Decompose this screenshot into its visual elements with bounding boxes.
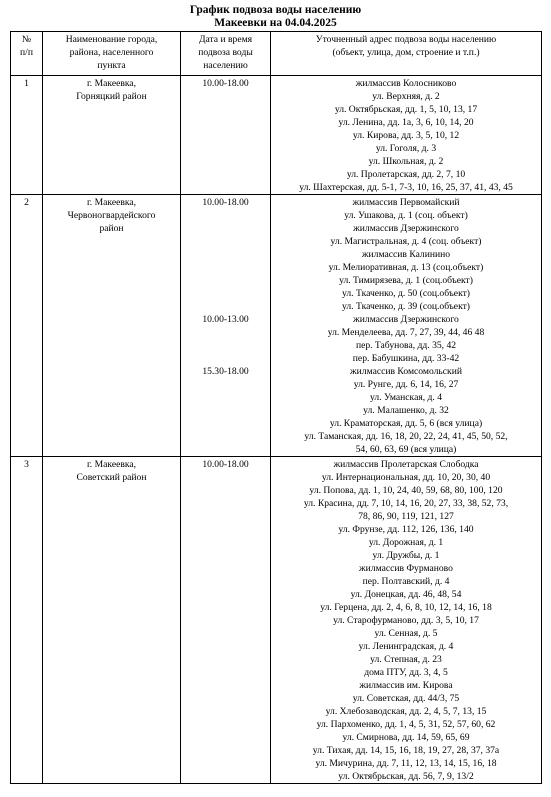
header-line: Дата и время xyxy=(198,34,253,45)
header-line: района, населенного xyxy=(69,47,154,58)
address-line: ул. Ткаченко, д. 50 (соц.объект) xyxy=(342,288,470,299)
address-line: ул. Школьная, д. 2 xyxy=(368,156,444,167)
address-line: ул. Сенная, д. 5 xyxy=(374,628,438,639)
address-line: ул. Попова, дд. 1, 10, 24, 40, 59, 68, 80, 100, 120 xyxy=(309,485,503,496)
header-line: п/п xyxy=(20,47,33,58)
address-line: ул. Мелиоративная, д. 13 (соц.объект) xyxy=(328,262,484,273)
row-addresses xyxy=(271,76,542,195)
time-slot: 10.00-18.00 xyxy=(202,459,249,470)
city-line: Горняцкий район xyxy=(76,91,147,102)
time-spacer xyxy=(181,222,270,235)
address-line: ул. Дорожная, д. 1 xyxy=(368,537,444,548)
address-line: ул. Пролетарская, дд. 2, 7, 10 xyxy=(346,169,466,180)
row-city xyxy=(43,195,181,457)
row-city xyxy=(43,457,181,784)
time-slot: 15.30-18.00 xyxy=(202,366,249,377)
address-line: ул. Октябрьская, дд. 1, 5, 10, 13, 17 xyxy=(334,104,478,115)
address-line: ул. Ленина, дд. 1а, 3, 6, 10, 14, 20 xyxy=(338,117,474,128)
address-line: ул. Степная, д. 23 xyxy=(370,654,442,665)
address-line: ул. Донецкая, дд. 46, 48, 54 xyxy=(350,589,462,600)
address-line: ул. Малашенко, д. 32 xyxy=(363,405,449,416)
address-line: ул. Гоголя, д. 3 xyxy=(375,143,437,154)
time-slot: 10.00-13.00 xyxy=(202,314,249,325)
time-spacer xyxy=(181,352,270,365)
row-city xyxy=(43,76,181,195)
time-spacer xyxy=(181,248,270,261)
header-line: подвоза воды xyxy=(198,47,253,58)
row-time xyxy=(181,457,271,784)
time-spacer xyxy=(181,261,270,274)
address-line: ул. Дружбы, д. 1 xyxy=(372,550,440,561)
address-line: ул. Хлебозаводская, дд. 2, 4, 5, 7, 13, 15 xyxy=(325,706,487,717)
row-number: 2 xyxy=(11,195,43,457)
address-line: ул. Интернациональная, дд. 10, 20, 30, 40 xyxy=(321,472,491,483)
address-line: дома ПТУ, дд. 3, 4, 5 xyxy=(364,667,448,678)
time-spacer xyxy=(181,235,270,248)
row-addresses xyxy=(271,457,542,784)
city-line: Советский район xyxy=(76,472,147,483)
table-row xyxy=(11,76,542,195)
address-line: жилмассив Первомайский xyxy=(352,197,460,208)
address-line: ул. Пархоменко, дд. 1, 4, 5, 31, 52, 57, 60, 62 xyxy=(316,719,496,730)
table-body xyxy=(11,76,542,784)
address-line: жилмассив Комсомольский xyxy=(350,366,462,377)
header-time xyxy=(181,32,271,76)
address-line: ул. Шахтерская, дд. 5-1, 7-3, 10, 16, 25, 37, 41, 43, 45 xyxy=(299,182,513,193)
address-line: пер. Бабушкина, дд. 33-42 xyxy=(352,353,460,364)
address-line: ул. Ушакова, д. 1 (соц. объект) xyxy=(344,210,468,221)
city-line: г. Макеевка, xyxy=(86,459,137,470)
address-line: жилмассив Фурманово xyxy=(359,563,453,574)
address-line: жилмассив Калинино xyxy=(361,249,451,260)
header-line: № xyxy=(21,34,32,45)
address-line: 54, 60, 63, 69 (вся улица) xyxy=(355,444,457,455)
address-line: ул. Герцена, дд. 2, 4, 6, 8, 10, 12, 14, 16, 18 xyxy=(320,602,492,613)
address-line: ул. Краматорская, дд. 5, 6 (вся улица) xyxy=(329,418,483,429)
address-line: ул. Ткаченко, д. 39 (соц.объект) xyxy=(342,301,470,312)
time-spacer xyxy=(181,300,270,313)
row-time xyxy=(181,76,271,195)
city-line: г. Макеевка, xyxy=(86,78,137,89)
address-line: ул. Октябрьская, дд. 56, 7, 9, 13/2 xyxy=(338,771,474,782)
address-line: ул. Мичурина, дд. 7, 11, 12, 13, 14, 15, 16, 18 xyxy=(315,758,497,769)
header-num xyxy=(11,32,43,76)
address-line: жилмассив им. Кирова xyxy=(359,680,453,691)
header-line: населению xyxy=(203,60,248,71)
time-slot: 10.00-18.00 xyxy=(202,197,249,208)
time-slot: 10.00-18.00 xyxy=(202,78,249,89)
address-line: ул. Рунге, дд. 6, 14, 16, 27 xyxy=(353,379,459,390)
address-line: пер. Полтавский, д. 4 xyxy=(362,576,450,587)
address-line: ул. Уманская, д. 4 xyxy=(369,392,443,403)
row-time xyxy=(181,195,271,457)
row-addresses xyxy=(271,195,542,457)
header-line: Наименование города, xyxy=(65,34,158,45)
address-line: ул. Тимирязева, д. 1 (соц.объект) xyxy=(339,275,473,286)
time-spacer xyxy=(181,326,270,339)
address-line: жилмассив Колосниково xyxy=(355,78,457,89)
address-line: ул. Смирнова, дд. 14, 59, 65, 69 xyxy=(342,732,470,743)
time-spacer xyxy=(181,209,270,222)
header-line: (объект, улица, дом, строение и т.п.) xyxy=(332,47,480,58)
document-title-line2: Макеевки на 04.04.2025 xyxy=(214,17,337,29)
address-line: пер. Табунова, дд. 35, 42 xyxy=(355,340,457,351)
address-line: ул. Советская, дд. 44/3, 75 xyxy=(352,693,460,704)
header-line: Уточненный адрес подвоза воды населению xyxy=(315,34,497,45)
address-line: ул. Таманская, дд. 16, 18, 20, 22, 24, 41, 45, 50, 52, xyxy=(304,431,508,442)
city-line: район xyxy=(99,223,124,234)
address-line: ул. Кирова, дд. 3, 5, 10, 12 xyxy=(352,130,460,141)
address-line: ул. Магистральная, д. 4 (соц. объект) xyxy=(330,236,482,247)
city-line: Червоногвардейского xyxy=(67,210,156,221)
table-row xyxy=(11,457,542,784)
document-title-line1: График подвоза воды населению xyxy=(189,4,362,16)
row-number: 1 xyxy=(11,76,43,195)
address-line: жилмассив Дзержинского xyxy=(353,314,459,325)
address-line: ул. Красина, дд. 7, 10, 14, 16, 20, 27, 33, 38, 52, 73, xyxy=(303,498,509,509)
water-schedule-table xyxy=(10,31,542,784)
address-line: жилмассив Пролетарская Слободка xyxy=(333,459,479,470)
table-header-row xyxy=(11,32,542,76)
address-line: ул. Старофурманово, дд. 3, 5, 10, 17 xyxy=(333,615,479,626)
address-line: 78, 86, 90, 119, 121, 127 xyxy=(358,511,454,522)
header-address xyxy=(271,32,542,76)
time-spacer xyxy=(181,274,270,287)
header-city xyxy=(43,32,181,76)
address-line: ул. Верхняя, д. 2 xyxy=(372,91,440,102)
city-line: г. Макеевка, xyxy=(86,197,137,208)
address-line: ул. Фрунзе, дд. 112, 126, 136, 140 xyxy=(338,524,474,535)
address-line: ул. Ленинградская, д. 4 xyxy=(358,641,454,652)
address-line: жилмассив Дзержинского xyxy=(353,223,459,234)
row-number: 3 xyxy=(11,457,43,784)
address-line: ул. Тихая, дд. 14, 15, 16, 18, 19, 27, 28, 37, 37а xyxy=(312,745,500,756)
table-row xyxy=(11,195,542,457)
header-line: пункта xyxy=(97,60,126,71)
time-spacer xyxy=(181,339,270,352)
address-line: ул. Менделеева, дд. 7, 27, 39, 44, 46 48 xyxy=(327,327,485,338)
time-spacer xyxy=(181,287,270,300)
